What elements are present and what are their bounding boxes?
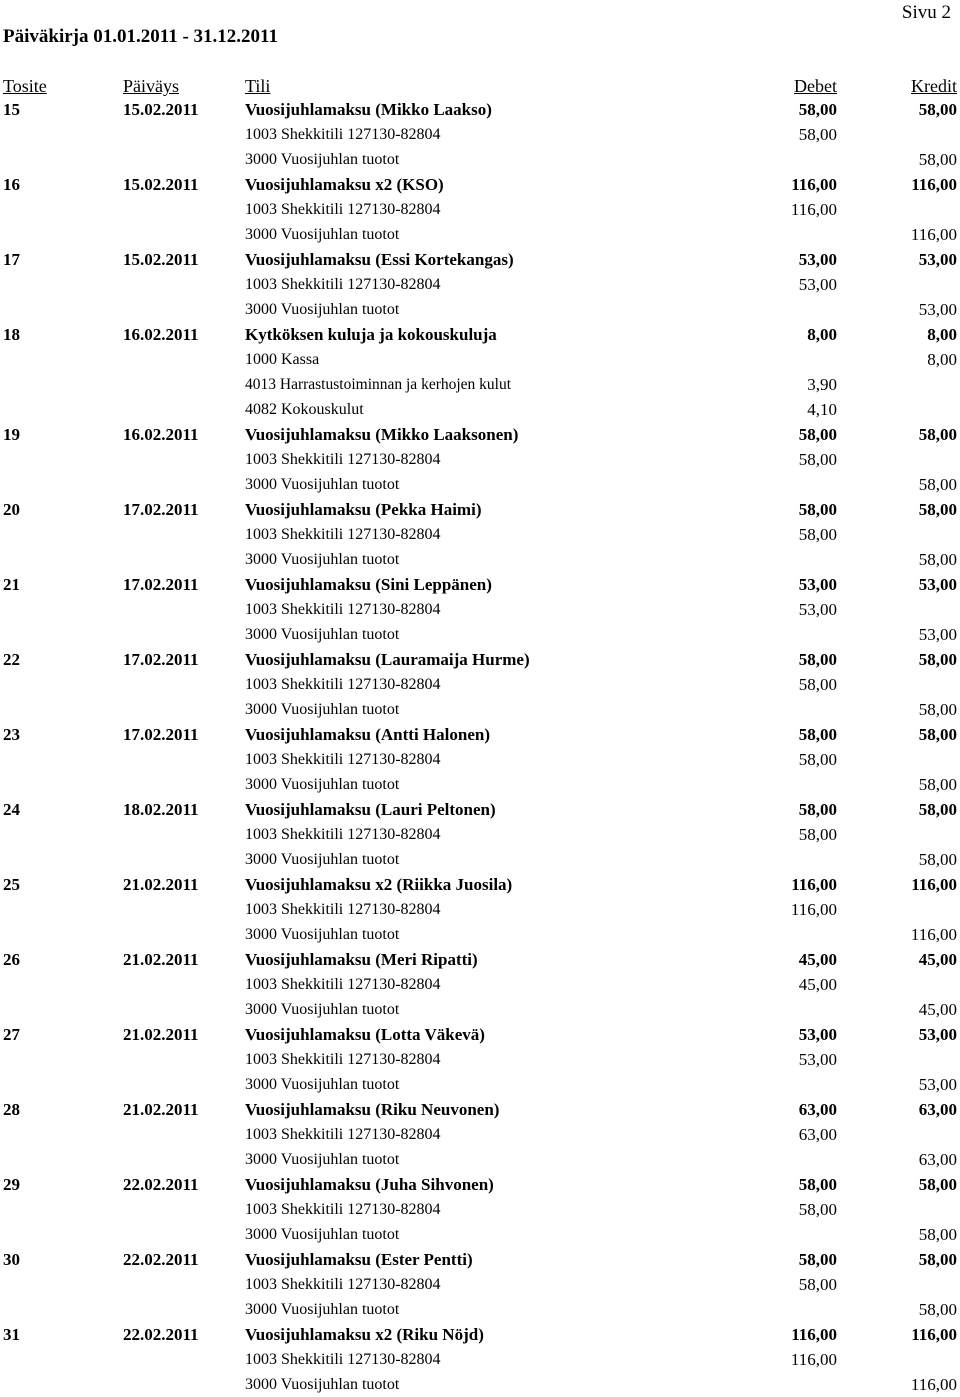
entry-line-row: [0, 1222, 960, 1247]
line-debet: 45,00: [798, 975, 837, 994]
line-account: 3000 Vuosijuhlan tuotot: [245, 701, 400, 718]
entry-row: [0, 647, 960, 672]
entry-line-row: [0, 297, 960, 322]
line-debet: 116,00: [790, 200, 837, 219]
entry-row: [0, 422, 960, 447]
entry-row: [0, 322, 960, 347]
entry-date: 22.02.2011: [123, 1325, 199, 1344]
line-debet: 58,00: [798, 675, 837, 694]
line-account: 1003 Shekkitili 127130-82804: [245, 1351, 441, 1368]
entry-kredit: 58,00: [918, 100, 957, 119]
entry-line-row: [0, 197, 960, 222]
entry-row: [0, 497, 960, 522]
voucher-number: 15: [3, 100, 20, 119]
entry-kredit: 58,00: [918, 650, 957, 669]
line-debet: 58,00: [798, 825, 837, 844]
voucher-number: 26: [3, 950, 20, 969]
entry-line-row: [0, 747, 960, 772]
entry-date: 15.02.2011: [123, 100, 199, 119]
entry-debet: 53,00: [798, 1025, 837, 1044]
line-kredit: 63,00: [918, 1150, 957, 1169]
entry-description: Vuosijuhlamaksu (Pekka Haimi): [245, 500, 482, 519]
entry-description: Kytköksen kuluja ja kokouskuluja: [245, 325, 497, 344]
entry-description: Vuosijuhlamaksu (Lotta Väkevä): [245, 1025, 485, 1044]
line-account: 1003 Shekkitili 127130-82804: [245, 201, 441, 218]
line-debet: 116,00: [790, 1350, 837, 1369]
line-debet: 53,00: [798, 275, 837, 294]
entry-debet: 58,00: [798, 425, 837, 444]
entry-line-row: [0, 697, 960, 722]
line-account: 1003 Shekkitili 127130-82804: [245, 901, 441, 918]
entry-line-row: [0, 122, 960, 147]
entry-description: Vuosijuhlamaksu (Lauri Peltonen): [245, 800, 496, 819]
line-account: 1003 Shekkitili 127130-82804: [245, 1276, 441, 1293]
voucher-number: 22: [3, 650, 20, 669]
line-debet: 116,00: [790, 900, 837, 919]
entry-line-row: [0, 397, 960, 422]
entry-line-row: [0, 1372, 960, 1397]
voucher-number: 21: [3, 575, 20, 594]
voucher-number: 17: [3, 250, 20, 269]
entry-date: 16.02.2011: [123, 425, 199, 444]
line-account: 3000 Vuosijuhlan tuotot: [245, 226, 400, 243]
entry-date: 17.02.2011: [123, 575, 199, 594]
entry-line-row: [0, 222, 960, 247]
line-account: 3000 Vuosijuhlan tuotot: [245, 851, 400, 868]
entry-line-row: [0, 1197, 960, 1222]
line-kredit: 116,00: [910, 925, 957, 944]
line-account: 1003 Shekkitili 127130-82804: [245, 976, 441, 993]
entry-date: 17.02.2011: [123, 725, 199, 744]
entry-kredit: 116,00: [911, 175, 957, 194]
line-kredit: 58,00: [918, 1300, 957, 1319]
entry-description: Vuosijuhlamaksu x2 (Riikka Juosila): [245, 875, 513, 894]
entry-line-row: [0, 897, 960, 922]
entry-debet: 8,00: [807, 325, 837, 344]
line-account: 3000 Vuosijuhlan tuotot: [245, 1226, 400, 1243]
entry-debet: 116,00: [791, 175, 837, 194]
line-kredit: 58,00: [918, 850, 957, 869]
line-kredit: 58,00: [918, 775, 957, 794]
entry-description: Vuosijuhlamaksu (Riku Neuvonen): [245, 1100, 500, 1119]
line-kredit: 53,00: [918, 625, 957, 644]
entry-line-row: [0, 972, 960, 997]
line-kredit: 45,00: [918, 1000, 957, 1019]
entry-date: 21.02.2011: [123, 1100, 199, 1119]
entry-date: 15.02.2011: [123, 250, 199, 269]
entry-line-row: [0, 922, 960, 947]
line-account: 1003 Shekkitili 127130-82804: [245, 1051, 441, 1068]
entry-description: Vuosijuhlamaksu (Juha Sihvonen): [245, 1175, 494, 1194]
entry-row: [0, 1097, 960, 1122]
line-account: 1003 Shekkitili 127130-82804: [245, 826, 441, 843]
entry-row: [0, 247, 960, 272]
line-account: 1003 Shekkitili 127130-82804: [245, 676, 441, 693]
line-account: 4013 Harrastustoiminnan ja kerhojen kulut: [245, 376, 512, 393]
entry-line-row: [0, 1272, 960, 1297]
line-debet: 53,00: [798, 1050, 837, 1069]
entry-debet: 58,00: [798, 800, 837, 819]
line-debet: 58,00: [798, 525, 837, 544]
line-kredit: 58,00: [918, 550, 957, 569]
entry-row: [0, 1022, 960, 1047]
entry-date: 15.02.2011: [123, 175, 199, 194]
line-account: 3000 Vuosijuhlan tuotot: [245, 1001, 400, 1018]
entry-row: [0, 97, 960, 122]
entry-description: Vuosijuhlamaksu (Essi Kortekangas): [245, 250, 514, 269]
entry-description: Vuosijuhlamaksu (Antti Halonen): [245, 725, 490, 744]
entry-row: [0, 1172, 960, 1197]
line-account: 3000 Vuosijuhlan tuotot: [245, 1376, 400, 1393]
line-account: 3000 Vuosijuhlan tuotot: [245, 1301, 400, 1318]
entry-row: [0, 572, 960, 597]
entry-debet: 116,00: [791, 1325, 837, 1344]
entry-line-row: [0, 672, 960, 697]
entry-debet: 58,00: [798, 725, 837, 744]
line-account: 3000 Vuosijuhlan tuotot: [245, 151, 400, 168]
entry-line-row: [0, 1047, 960, 1072]
voucher-number: 18: [3, 325, 20, 344]
entry-line-row: [0, 472, 960, 497]
line-account: 1000 Kassa: [245, 351, 320, 368]
entry-row: [0, 797, 960, 822]
line-account: 3000 Vuosijuhlan tuotot: [245, 551, 400, 568]
line-account: 1003 Shekkitili 127130-82804: [245, 451, 441, 468]
entry-line-row: [0, 772, 960, 797]
line-account: 1003 Shekkitili 127130-82804: [245, 126, 441, 143]
line-account: 3000 Vuosijuhlan tuotot: [245, 926, 400, 943]
line-account: 3000 Vuosijuhlan tuotot: [245, 301, 400, 318]
entry-date: 21.02.2011: [123, 875, 199, 894]
voucher-number: 28: [3, 1100, 20, 1119]
entry-line-row: [0, 1147, 960, 1172]
page-number: Sivu 2: [901, 2, 951, 23]
voucher-number: 30: [3, 1250, 20, 1269]
entry-kredit: 45,00: [918, 950, 957, 969]
entry-line-row: [0, 1347, 960, 1372]
line-account: 1003 Shekkitili 127130-82804: [245, 1126, 441, 1143]
entry-row: [0, 172, 960, 197]
entry-line-row: [0, 547, 960, 572]
line-debet: 58,00: [798, 750, 837, 769]
line-debet: 58,00: [798, 125, 837, 144]
entry-date: 21.02.2011: [123, 1025, 199, 1044]
voucher-number: 19: [3, 425, 20, 444]
line-account: 3000 Vuosijuhlan tuotot: [245, 1151, 400, 1168]
line-account: 3000 Vuosijuhlan tuotot: [245, 1076, 400, 1093]
column-header-paivays: Päiväys: [123, 76, 179, 96]
line-account: 1003 Shekkitili 127130-82804: [245, 276, 441, 293]
entry-debet: 58,00: [798, 100, 837, 119]
line-account: 1003 Shekkitili 127130-82804: [245, 526, 441, 543]
entry-date: 21.02.2011: [123, 950, 199, 969]
line-kredit: 116,00: [910, 1375, 957, 1394]
entry-debet: 63,00: [798, 1100, 837, 1119]
line-account: 1003 Shekkitili 127130-82804: [245, 751, 441, 768]
entry-kredit: 63,00: [918, 1100, 957, 1119]
line-kredit: 58,00: [918, 150, 957, 169]
line-account: 3000 Vuosijuhlan tuotot: [245, 626, 400, 643]
line-debet: 4,10: [807, 400, 837, 419]
entry-description: Vuosijuhlamaksu x2 (KSO): [245, 175, 444, 194]
line-account: 4082 Kokouskulut: [245, 401, 364, 418]
entry-date: 22.02.2011: [123, 1175, 199, 1194]
entry-description: Vuosijuhlamaksu (Mikko Laakso): [245, 100, 492, 119]
line-debet: 58,00: [798, 450, 837, 469]
entry-kredit: 8,00: [927, 325, 957, 344]
voucher-number: 27: [3, 1025, 20, 1044]
entry-date: 17.02.2011: [123, 500, 199, 519]
line-account: 3000 Vuosijuhlan tuotot: [245, 776, 400, 793]
entry-kredit: 58,00: [918, 800, 957, 819]
entry-debet: 58,00: [798, 1175, 837, 1194]
line-debet: 63,00: [798, 1125, 837, 1144]
entry-description: Vuosijuhlamaksu (Sini Leppänen): [245, 575, 492, 594]
journal-entries: [0, 97, 960, 1397]
entry-kredit: 58,00: [918, 500, 957, 519]
entry-description: Vuosijuhlamaksu (Lauramaija Hurme): [245, 650, 530, 669]
entry-line-row: [0, 347, 960, 372]
entry-row: [0, 872, 960, 897]
entry-debet: 58,00: [798, 500, 837, 519]
entry-date: 17.02.2011: [123, 650, 199, 669]
line-debet: 58,00: [798, 1200, 837, 1219]
entry-kredit: 116,00: [911, 875, 957, 894]
entry-line-row: [0, 522, 960, 547]
line-kredit: 8,00: [927, 350, 957, 369]
entry-line-row: [0, 1297, 960, 1322]
voucher-number: 24: [3, 800, 20, 819]
column-header-tosite: Tosite: [3, 76, 47, 96]
entry-row: [0, 722, 960, 747]
entry-line-row: [0, 1122, 960, 1147]
voucher-number: 20: [3, 500, 20, 519]
entry-line-row: [0, 1072, 960, 1097]
line-kredit: 58,00: [918, 700, 957, 719]
line-debet: 58,00: [798, 1275, 837, 1294]
journal-title: Päiväkirja 01.01.2011 - 31.12.2011: [3, 26, 278, 47]
line-debet: 3,90: [807, 375, 837, 394]
voucher-number: 23: [3, 725, 20, 744]
line-kredit: 53,00: [918, 1075, 957, 1094]
entry-kredit: 58,00: [918, 725, 957, 744]
entry-debet: 116,00: [791, 875, 837, 894]
entry-kredit: 53,00: [918, 575, 957, 594]
entry-line-row: [0, 372, 960, 397]
entry-debet: 58,00: [798, 650, 837, 669]
entry-description: Vuosijuhlamaksu (Ester Pentti): [245, 1250, 473, 1269]
entry-line-row: [0, 147, 960, 172]
entry-kredit: 58,00: [918, 1250, 957, 1269]
line-kredit: 116,00: [910, 225, 957, 244]
voucher-number: 29: [3, 1175, 20, 1194]
entry-debet: 53,00: [798, 575, 837, 594]
entry-line-row: [0, 622, 960, 647]
entry-line-row: [0, 997, 960, 1022]
entry-line-row: [0, 847, 960, 872]
entry-kredit: 116,00: [911, 1325, 957, 1344]
line-account: 3000 Vuosijuhlan tuotot: [245, 476, 400, 493]
entry-debet: 53,00: [798, 250, 837, 269]
entry-row: [0, 1247, 960, 1272]
column-header-debet: Debet: [794, 76, 837, 96]
entry-debet: 58,00: [798, 1250, 837, 1269]
line-account: 1003 Shekkitili 127130-82804: [245, 1201, 441, 1218]
entry-debet: 45,00: [798, 950, 837, 969]
entry-row: [0, 947, 960, 972]
line-kredit: 53,00: [918, 300, 957, 319]
column-header-kredit: Kredit: [911, 76, 957, 96]
entry-description: Vuosijuhlamaksu (Meri Ripatti): [245, 950, 478, 969]
entry-description: Vuosijuhlamaksu x2 (Riku Nöjd): [245, 1325, 484, 1344]
entry-description: Vuosijuhlamaksu (Mikko Laaksonen): [245, 425, 519, 444]
entry-date: 16.02.2011: [123, 325, 199, 344]
entry-line-row: [0, 447, 960, 472]
entry-kredit: 58,00: [918, 1175, 957, 1194]
line-debet: 53,00: [798, 600, 837, 619]
voucher-number: 16: [3, 175, 20, 194]
entry-date: 22.02.2011: [123, 1250, 199, 1269]
entry-date: 18.02.2011: [123, 800, 199, 819]
entry-line-row: [0, 822, 960, 847]
voucher-number: 25: [3, 875, 20, 894]
entry-row: [0, 1322, 960, 1347]
line-kredit: 58,00: [918, 475, 957, 494]
line-account: 1003 Shekkitili 127130-82804: [245, 601, 441, 618]
entry-kredit: 58,00: [918, 425, 957, 444]
entry-kredit: 53,00: [918, 1025, 957, 1044]
line-kredit: 58,00: [918, 1225, 957, 1244]
entry-line-row: [0, 272, 960, 297]
entry-kredit: 53,00: [918, 250, 957, 269]
column-header-tili: Tili: [245, 76, 271, 96]
voucher-number: 31: [3, 1325, 20, 1344]
entry-line-row: [0, 597, 960, 622]
